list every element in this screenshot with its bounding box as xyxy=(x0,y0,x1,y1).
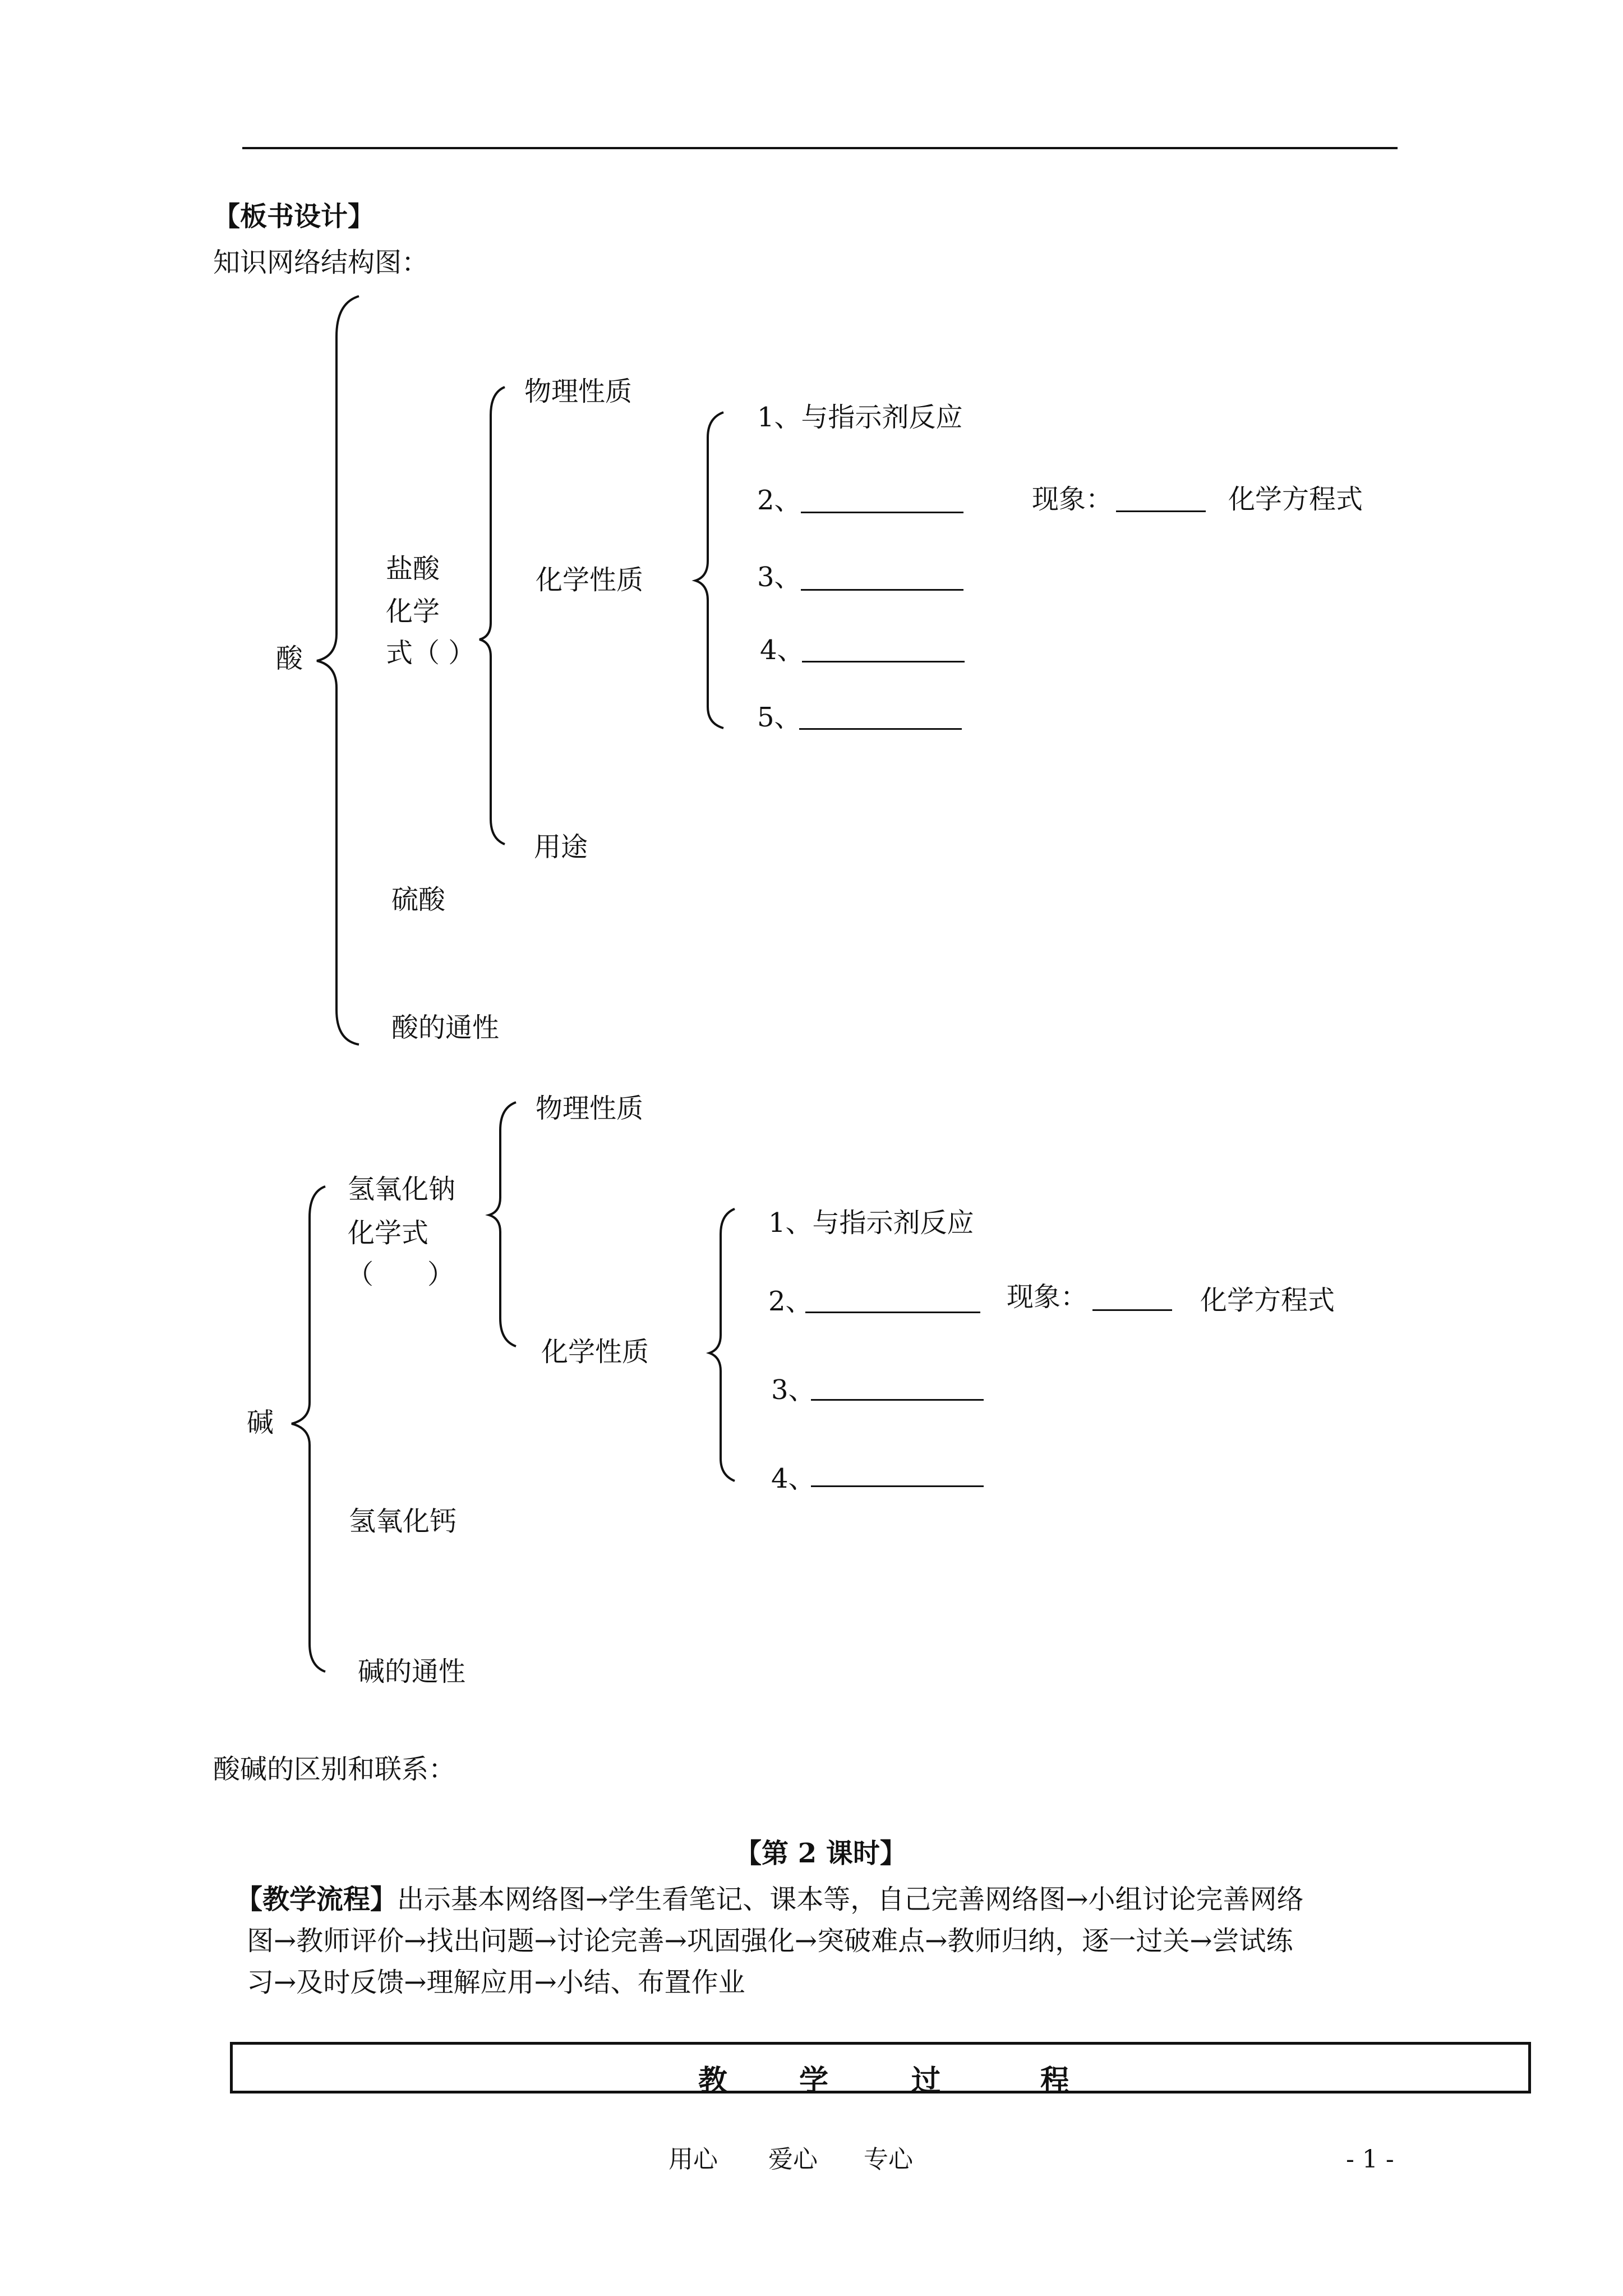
naoh-line1: 氢氧化钠 xyxy=(348,1174,456,1205)
footer-motto-3: 专心 xyxy=(864,2145,913,2174)
diagram-heading: 知识网络结构图： xyxy=(213,247,429,278)
base-phenomenon-blank xyxy=(1092,1309,1172,1311)
acid-blank-5 xyxy=(799,728,962,730)
table-header-char-2: 学 xyxy=(799,2064,829,2098)
base-general: 碱的通性 xyxy=(358,1656,466,1687)
flow-label: 【教学流程】 xyxy=(236,1884,398,1915)
table-header-char-3: 过 xyxy=(911,2064,941,2098)
acid-blank-4 xyxy=(802,661,965,662)
naoh-line2: 化学式 xyxy=(348,1217,429,1249)
acid-item-3: 3、 xyxy=(757,562,801,593)
acid-physical: 物理性质 xyxy=(524,376,633,407)
base-item-4: 4、 xyxy=(771,1463,815,1494)
teaching-process-table-header xyxy=(230,2042,1531,2098)
acid-root: 酸 xyxy=(276,643,303,674)
lesson-title: 【第 2 课时】 xyxy=(735,1838,907,1869)
acid-equation: 化学方程式 xyxy=(1228,484,1363,515)
flow-line-3: 习→及时反馈→理解应用→小结、布置作业 xyxy=(247,1967,745,1998)
base-root: 碱 xyxy=(247,1407,274,1438)
acid-blank-3 xyxy=(801,589,963,591)
section-title: 【板书设计】 xyxy=(213,201,375,232)
base-phenomenon: 现象： xyxy=(1007,1281,1088,1313)
hcl-line2: 化学 xyxy=(386,596,440,627)
base-item-2: 2、 xyxy=(768,1286,813,1317)
base-blank-3 xyxy=(811,1399,984,1401)
naoh-line3: （ ） xyxy=(347,1259,455,1290)
acid-item-4: 4、 xyxy=(760,634,804,666)
acid-item-2: 2、 xyxy=(757,485,801,516)
base-blank-4 xyxy=(811,1485,984,1487)
hcl-line1: 盐酸 xyxy=(386,553,440,585)
base-item-1: 1、与指示剂反应 xyxy=(768,1207,974,1239)
base-item-3: 3、 xyxy=(771,1374,815,1406)
acid-phenomenon-blank xyxy=(1116,510,1206,512)
acid-general: 酸的通性 xyxy=(391,1012,500,1043)
table-header-char-4: 程 xyxy=(1040,2064,1070,2098)
footer-motto-1: 用心 xyxy=(668,2145,718,2174)
acid-phenomenon: 现象： xyxy=(1032,484,1113,515)
footer-motto-2: 爱心 xyxy=(768,2145,818,2174)
flow-text-1: 出示基本网络图→学生看笔记、课本等，自己完善网络图→小组讨论完善网络 xyxy=(397,1884,1304,1915)
acid-blank-2 xyxy=(801,512,963,513)
table-header-char-1: 教 xyxy=(698,2064,728,2098)
sulfuric-acid: 硫酸 xyxy=(391,884,446,915)
base-chemical: 化学性质 xyxy=(541,1336,649,1368)
acid-item-5: 5、 xyxy=(757,702,801,733)
flow-line-2: 图→教师评价→找出问题→讨论完善→巩固强化→突破难点→教师归纳，逐一过关→尝试练 xyxy=(247,1925,1293,1957)
acid-uses: 用途 xyxy=(534,831,588,863)
page-number: - 1 - xyxy=(1346,2145,1394,2174)
caoh: 氢氧化钙 xyxy=(349,1506,457,1537)
flow-line-1 xyxy=(236,1886,1303,1913)
acid-item-1: 1、与指示剂反应 xyxy=(757,402,963,433)
base-physical: 物理性质 xyxy=(536,1093,644,1124)
base-blank-2 xyxy=(805,1312,980,1313)
base-equation: 化学方程式 xyxy=(1200,1285,1335,1316)
acid-chemical: 化学性质 xyxy=(536,564,644,596)
relation-heading: 酸碱的区别和联系： xyxy=(213,1754,456,1785)
hcl-line3: 式（ ） xyxy=(386,637,476,669)
